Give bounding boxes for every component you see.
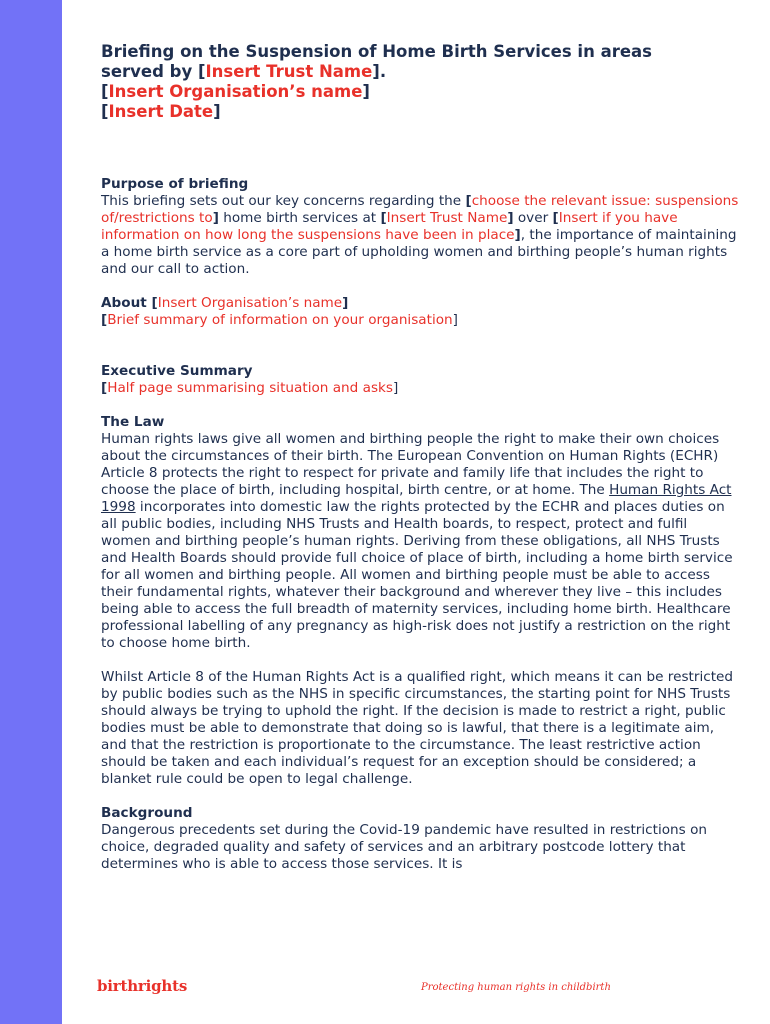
the-law-heading: The Law [101, 414, 165, 430]
about-heading: About [Insert Organisation’s name] [101, 295, 349, 311]
summary-placeholder: Half page summarising situation and asks [107, 380, 393, 396]
organisation-summary-placeholder: Brief summary of information on your organisation [107, 312, 453, 328]
issue-placeholder: choose the relevant issue: suspensions of/restrictions to [101, 193, 739, 226]
the-law-paragraph-2: Whilst Article 8 of the Human Rights Act is a qualified right, which means it can be restricted by public bodies such as the NHS in specific circumstances, the starting point for NHS Trusts should always be trying to uphold the right. If the decision is made to restrict a right, public bodies must be able to demonstrate that doing so is lawful, that there is a legitimate aim, and that the restriction is proportionate to the circumstance. The least restrictive action should be taken and each individual’s request for an exception should be considered; a blanket rule could be open to legal challenge. [101, 669, 734, 787]
the-law-paragraph-1: Human rights laws give all women and birthing people the right to make their own choices about the circumstances of their birth. The European Convention on Human Rights (ECHR) Article 8 protects the right to respect for private and family life that includes the right to choose the place of birth, including hospital, birth centre, or at home. The Human Rights Act 1998 incorporates into domestic law the rights protected by the ECHR and places duties on all public bodies, including NHS Trusts and Health boards, to respect, protect and fulfil women and birthing people’s human rights. Deriving from these obligations, all NHS Trusts and Health Boards should provide full choice of place of birth, including a home birth service for all women and birthing people. All women and birthing people must be able to access their fundamental rights, whatever their background and wherever they live – this includes being able to access the full breadth of maternity services, including home birth. Healthcare professional labelling of any pregnancy as high-risk does not justify a restriction on the right to choose home birth. [101, 431, 733, 651]
title-line-2: served by [Insert Trust Name]. [101, 62, 387, 81]
birthrights-logo: birthrights [97, 977, 188, 995]
executive-summary-heading: Executive Summary [101, 363, 253, 379]
title-line-3: [Insert Organisation’s name] [101, 82, 370, 101]
organisation-name-placeholder: Insert Organisation’s name [108, 82, 363, 101]
date-placeholder: Insert Date [108, 102, 214, 121]
background-heading: Background [101, 805, 193, 821]
footer-tagline: Protecting human rights in childbirth [421, 982, 611, 993]
purpose-paragraph: This briefing sets out our key concerns regarding the [choose the relevant issue: suspensions of/restrictions to] home birth services at [Insert Trust Name] over [Insert if you have information on how long the suspensions have been in place], the importance of maintaining a home birth service as a core part of upholding women and birthing people’s human rights and our call to action. [101, 193, 739, 277]
document-content [101, 42, 741, 873]
title-line-1: Briefing on the Suspension of Home Birth Services in areas [101, 42, 652, 61]
background-paragraph: Dangerous precedents set during the Covid-19 pandemic have resulted in restrictions on choice, degraded quality and safety of services and an arbitrary postcode lottery that determines who is able to access those services. It is [101, 822, 707, 872]
trust-name-placeholder: Insert Trust Name [205, 62, 373, 81]
about-summary: [Brief summary of information on your organisation] [101, 312, 458, 328]
trust-name-placeholder: Insert Trust Name [386, 210, 508, 226]
human-rights-act-link[interactable]: Human Rights Act 1998 [101, 482, 732, 515]
organisation-name-placeholder: Insert Organisation’s name [157, 295, 343, 311]
purpose-heading: Purpose of briefing [101, 176, 249, 192]
title-line-4: [Insert Date] [101, 102, 221, 121]
executive-summary-text: [Half page summarising situation and asks] [101, 380, 399, 396]
side-color-bar [0, 0, 62, 1024]
duration-placeholder: Insert if you have information on how long the suspensions have been in place [101, 210, 678, 243]
document-title [101, 42, 741, 122]
